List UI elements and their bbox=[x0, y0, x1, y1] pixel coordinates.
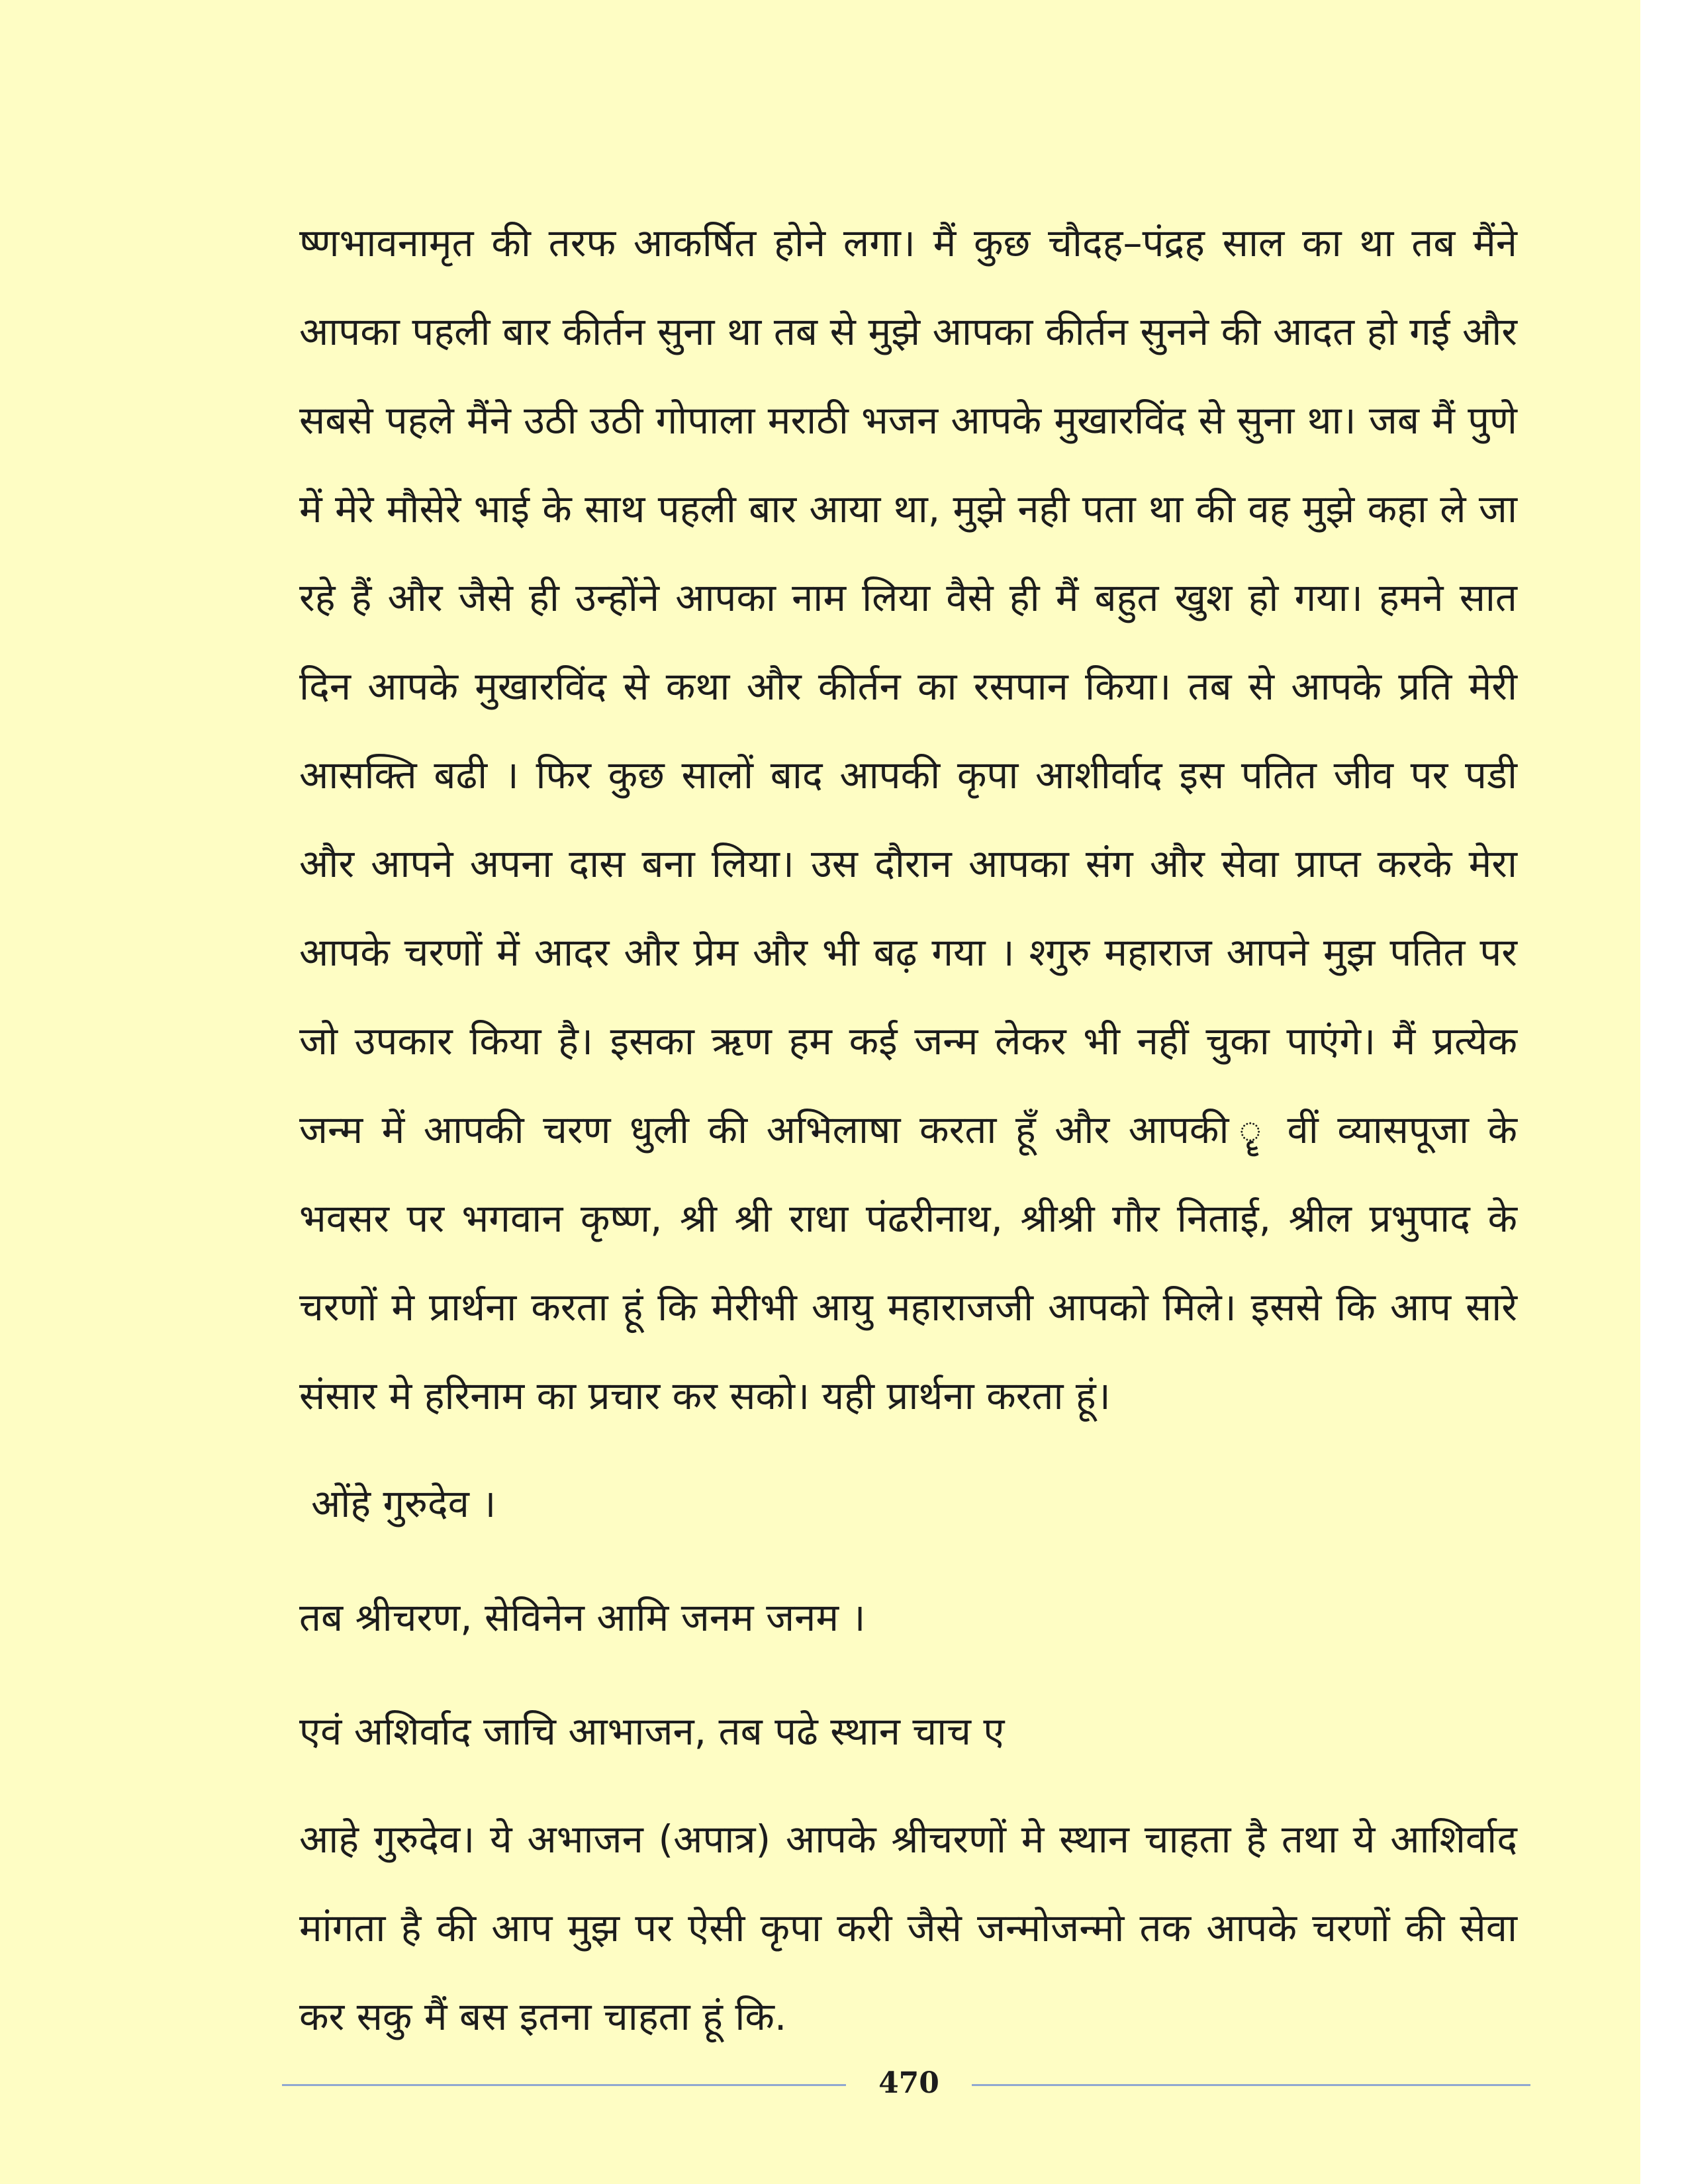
body-text bbox=[299, 199, 1517, 2061]
page-margin bbox=[1640, 0, 1688, 2184]
verse-line-3: एवं अशिर्वाद जाचि आभाजन, तब पढे स्थान चाच ए bbox=[299, 1709, 1005, 1754]
closing-paragraph: आहे गुरुदेव। ये अभाजन (अपात्र) आपके श्रीचरणों मे स्थान चाहता है तथा ये आशिर्वाद मांगता है की आप मुझ पर ऐसी कृपा करी जैसे जन्मोजन्मो तक आपके चरणों की सेवा कर सकु मैं बस इतना चाहता हूं कि. bbox=[299, 1817, 1517, 2039]
main-paragraph: ष्णभावनामृत की तरफ आकर्षित होने लगा। मैं कुछ चौदह–पंद्रह साल का था तब मैंने आपका पहली बार कीर्तन सुना था तब से मुझे आपका कीर्तन सुनने की आदत हो गई और सबसे पहले मैंने उठी उठी गोपाला मराठी भजन आपके मुखारविंद से सुना था। जब मैं पुणे में मेरे मौसेरे भाई के साथ पहली बार आया था, मुझे नही पता था की वह मुझे कहा ले जा रहे हैं और जैसे ही उन्होंने आपका नाम लिया वैसे ही मैं बहुत खुश हो गया। हमने सात दिन आपके मुखारविंद से कथा और कीर्तन का रसपान किया। तब से आपके प्रति मेरी आसक्ति बढी । फिर कुछ सालों बाद आपकी कृपा आशीर्वाद इस पतित जीव पर पडी और आपने अपना दास बना लिया। उस दौरान आपका संग और सेवा प्राप्त करके मेरा आपके चरणों में आदर और प्रेम और भी बढ़ गया । श्गुरु महाराज आपने मुझ पतित पर जो उपकार किया है। इसका ऋण हम कई जन्म लेकर भी नहीं चुका पाएंगे। मैं प्रत्येक जन्म में आपकी चरण धुली की अभिलाषा करता हूँ और आपकी ॄ वीं व्यासपूजा के भवसर पर भगवान कृष्ण, श्री श्री राधा पंढरीनाथ, श्रीश्री गौर निताई, श्रील प्रभुपाद के चरणों मे प्रार्थना करता हूं कि मेरीभी आयु महाराजजी आपको मिले। इससे कि आप सारे संसार मे हरिनाम का प्रचार कर सको। यही प्रार्थना करता हूं। bbox=[299, 220, 1517, 1418]
footer-rule-left bbox=[282, 2084, 846, 2086]
verse-line-2: तब श्रीचरण, सेविनेन आमि जनम जनम । bbox=[299, 1595, 866, 1640]
verse-line-1: ओंहे गुरुदेव । bbox=[311, 1481, 496, 1526]
footer-rule-right bbox=[972, 2084, 1530, 2086]
page-number: 470 bbox=[878, 2066, 939, 2100]
